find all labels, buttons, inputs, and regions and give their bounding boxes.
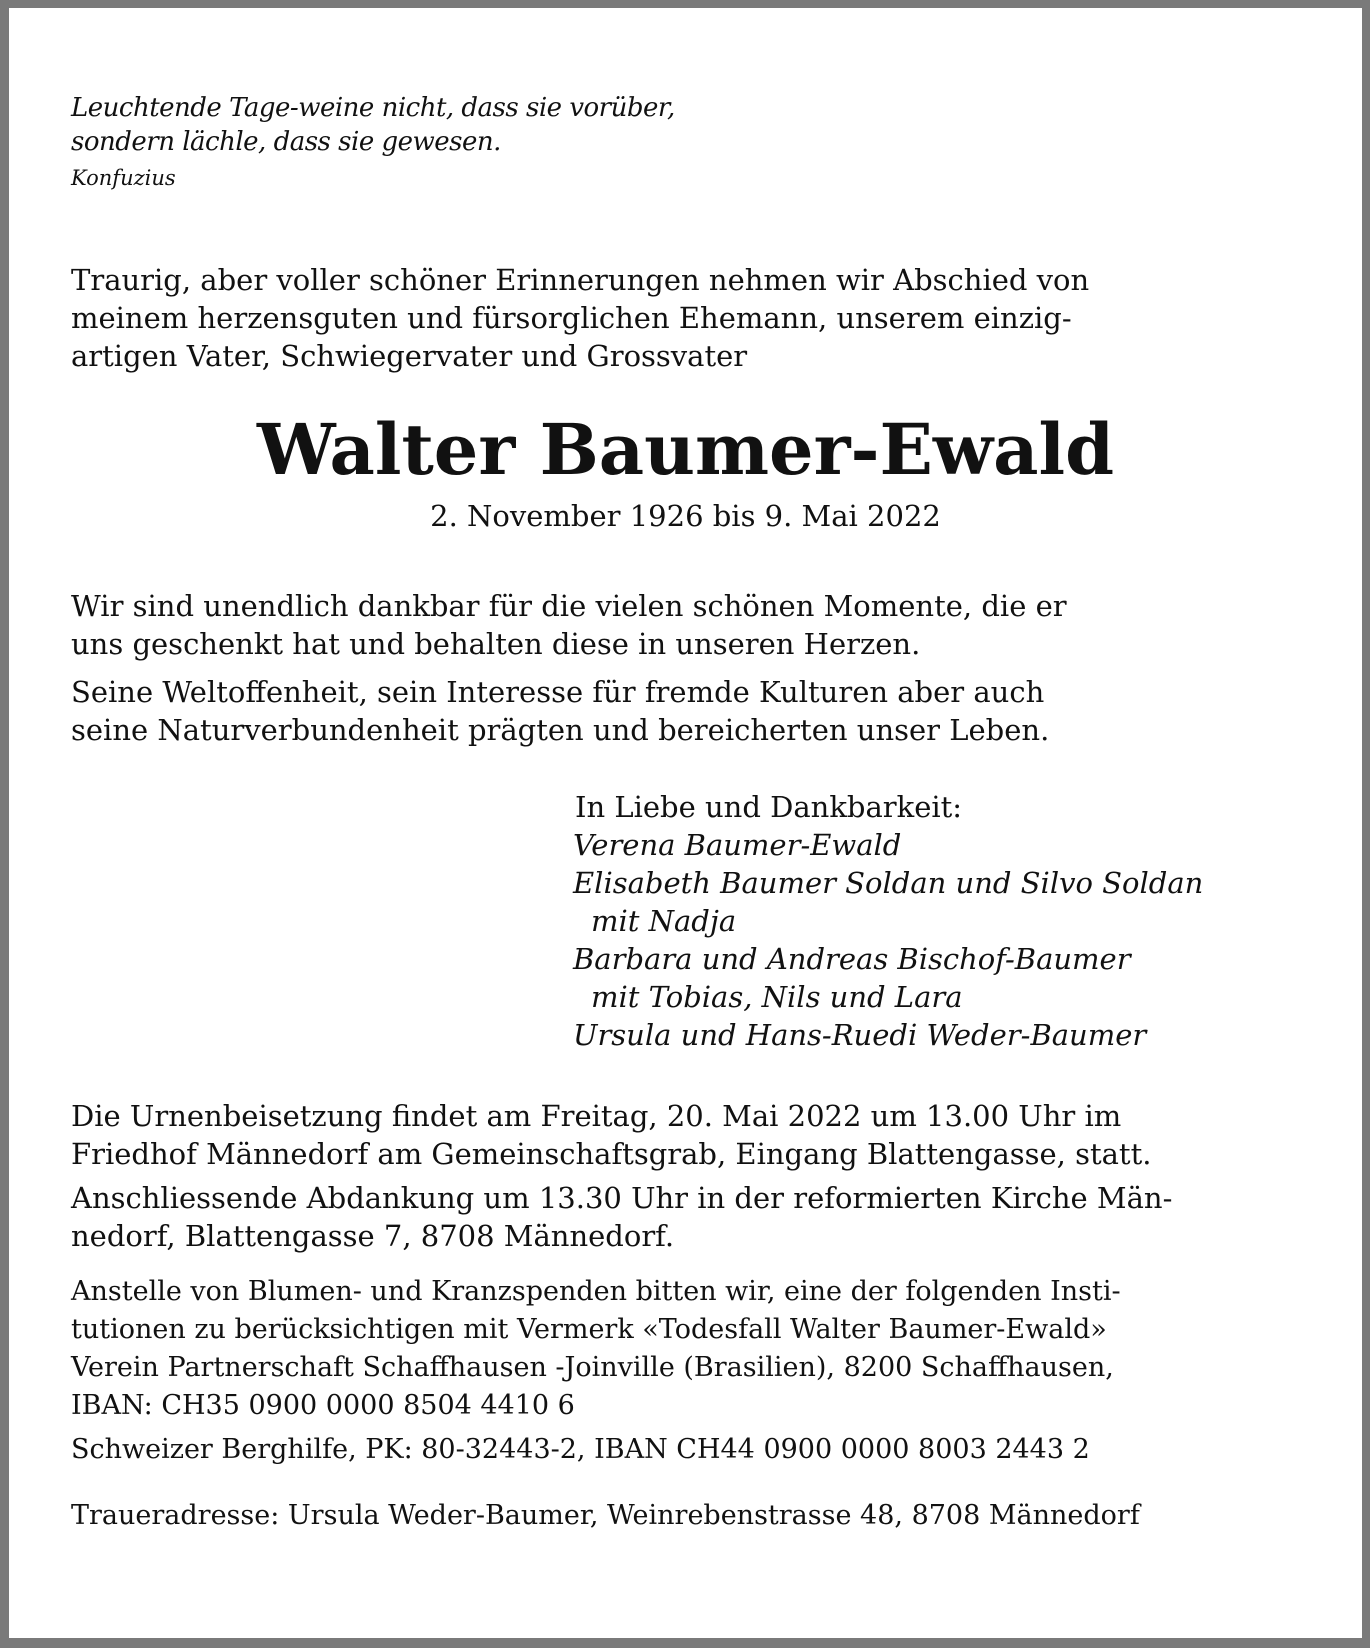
mourner: mit Tobias, Nils und Lara <box>591 980 963 1014</box>
text-line: artigen Vater, Schwiegervater und Grossvater <box>71 339 748 373</box>
text-line: Verein Partnerschaft Schaffhausen -Joinville (Brasilien), 8200 Schaffhausen, <box>71 1352 1114 1383</box>
text-line: nedorf, Blattengasse 7, 8708 Männedorf. <box>71 1219 675 1253</box>
intro-paragraph <box>71 261 1089 375</box>
life-dates: 2. November 1926 bis 9. Mai 2022 <box>430 499 941 533</box>
text-line: Wir sind unendlich dankbar für die vielen schönen Momente, die er <box>71 589 1067 623</box>
text-line: Friedhof Männedorf am Gemeinschaftsgrab, Eingang Blattengasse, statt. <box>71 1137 1152 1171</box>
mourner: Ursula und Hans-Ruedi Weder-Baumer <box>573 1018 1147 1052</box>
mourner: Verena Baumer-Ewald <box>573 828 902 862</box>
text-line: Traurig, aber voller schöner Erinnerungen nehmen wir Abschied von <box>71 263 1090 297</box>
text-line: seine Naturverbundenheit prägten und bereicherten unser Leben. <box>71 713 1050 747</box>
quote-line: sondern lächle, dass sie gewesen. <box>71 127 501 157</box>
mourners-list <box>573 788 1203 1054</box>
mourners-heading: In Liebe und Dankbarkeit: <box>575 790 963 824</box>
quote <box>71 91 675 193</box>
text-line: Anstelle von Blumen- und Kranzspenden bitten wir, eine der folgenden Insti- <box>71 1276 1121 1307</box>
ceremony-paragraph <box>71 1097 1172 1255</box>
mourner: Elisabeth Baumer Soldan und Silvo Soldan <box>573 866 1204 900</box>
text-line: Schweizer Berghilfe, PK: 80-32443-2, IBAN CH44 0900 0000 8003 2443 2 <box>71 1434 1090 1465</box>
obituary-page <box>9 8 1362 1638</box>
gratitude-paragraph <box>71 587 1067 749</box>
text-line: IBAN: CH35 0900 0000 8504 4410 6 <box>71 1390 575 1421</box>
quote-line: Leuchtende Tage-weine nicht, dass sie vorüber, <box>71 93 675 123</box>
deceased-name: Walter Baumer-Ewald <box>256 408 1115 491</box>
mourner: Barbara und Andreas Bischof-Baumer <box>573 942 1131 976</box>
text-line: tutionen zu berücksichtigen mit Vermerk «Todesfall Walter Baumer-Ewald» <box>71 1314 1107 1345</box>
text-line: uns geschenkt hat und behalten diese in unseren Herzen. <box>71 627 921 661</box>
text-line: Seine Weltoffenheit, sein Interesse für fremde Kulturen aber auch <box>71 675 1045 709</box>
mourning-address: Traueradresse: Ursula Weder-Baumer, Weinrebenstrasse 48, 8708 Männedorf <box>71 1500 1140 1531</box>
donations-paragraph <box>71 1273 1121 1469</box>
mourner: mit Nadja <box>591 904 737 938</box>
quote-author: Konfuzius <box>71 166 176 190</box>
text-line: meinem herzensguten und fürsorglichen Ehemann, unserem einzig- <box>71 301 1072 335</box>
text-line: Die Urnenbeisetzung findet am Freitag, 20. Mai 2022 um 13.00 Uhr im <box>71 1099 1122 1133</box>
text-line: Anschliessende Abdankung um 13.30 Uhr in der reformierten Kirche Män- <box>71 1181 1173 1215</box>
